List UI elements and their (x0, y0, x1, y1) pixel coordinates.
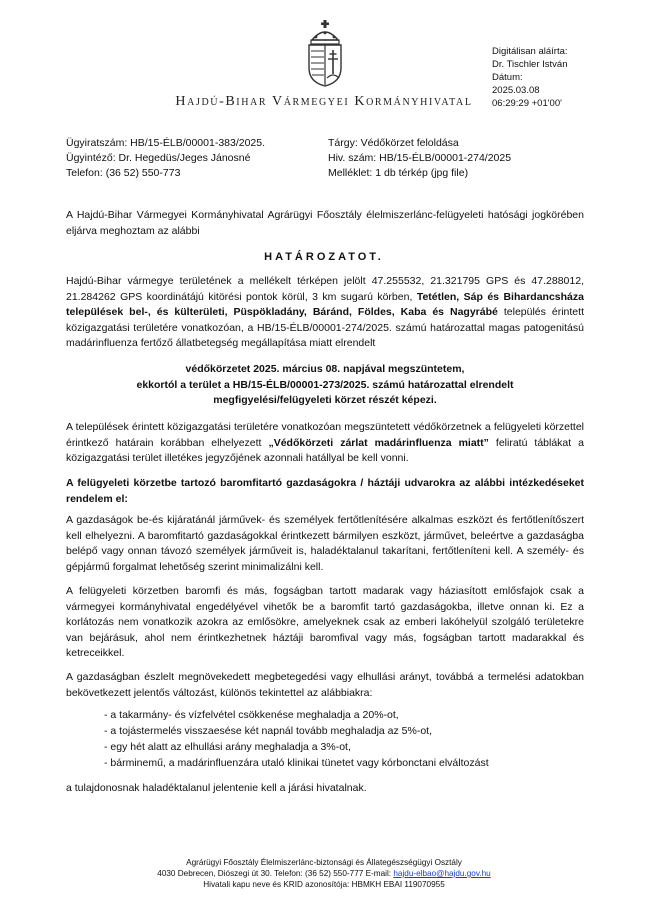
attachment: Melléklet: 1 db térkép (jpg file) (328, 167, 469, 179)
list-item: - a takarmány- és vízfelvétel csökkenése meghaladja a 20%-ot, (104, 709, 399, 721)
digital-signature-block (492, 45, 568, 110)
phone: Telefon: (36 52) 550-773 (66, 167, 181, 179)
case-meta-right (328, 136, 511, 181)
administrator: Ügyintéző: Dr. Hegedüs/Jeges Jánosné (66, 152, 251, 164)
paragraph-owner-duty: a tulajdonosnak haladéktalanul jelentenie kell a járási hivatalnak. (66, 782, 367, 794)
footer-krid: Hivatali kapu neve és KRID azonosítója: HBMKH EBAI 119070955 (203, 880, 445, 889)
signs-text-end: feliratú táblákat a közigazgatási terület illetékes jegyzőjének azonnali hatállyal be kell vonni. (66, 436, 585, 464)
measures-heading: A felügyeleti körzetbe tartozó baromfitartó gazdaságokra / háztáji udvarokra az alábbi intézkedéseket rendelem el: (66, 477, 584, 505)
footer (0, 857, 648, 890)
decision-title: HATÁROZATOT. (264, 251, 384, 263)
settlements-list: Tetétlen, Sáp és Bihardancsháza települések bel-, és külterületi, Püspökladány, Báránd, Földes, Kaba és Nagyrábé (66, 290, 584, 318)
intro-paragraph: A Hajdú-Bihar Vármegyei Kormányhivatal Agrárügyi Főosztály élelmiszerlánc-felügyeleti hatósági jogkörében eljárva meghoztam az alábbi (66, 209, 584, 237)
reporting-criteria-list (104, 707, 489, 771)
case-meta-left (66, 136, 265, 181)
subject: Tárgy: Védőkörzet feloldása (328, 137, 459, 149)
paragraph-disinfection: A gazdaságok be-és kijáratánál járművek- és személyek fertőtlenítésére alkalmas eszközt és fertőtlenítőszert kell elhelyezni. A baromfitartó gazdaságokkal érintkezett bármilyen eszközt, járművet, beleértve a gazdaságba belépő vagy onnan távozó személyek járműveit is, haladéktalanul takarítani, fertőtleníteni kell. A személy- és gépjármű forgalmat lehetőség szerint minimalizálni kell. (66, 514, 584, 573)
list-item: - a tojástermelés visszaesése két napnál tovább meghaladja az 5%-ot, (104, 725, 433, 737)
signature-time: 06:29:29 +01'00' (492, 98, 562, 109)
sign-caption: „Védőkörzeti zárlat madárinfluenza miatt” (268, 436, 489, 449)
decision-line-2: ekkortól a terület a HB/15-ÉLB/00001-273/2025. számú határozattal elrendelt (136, 378, 514, 391)
area-text-end: település érintett közigazgatási területére vonatkozóan, a HB/15-ÉLB/00001-274/2025. számú határozattal magas patogenitású madárinfluenza fertőző állatbetegség megállapítása miatt elrendelt (66, 306, 584, 349)
footer-contact (0, 868, 648, 879)
area-text-start: Hajdú-Bihar vármegye területének a mellékelt térképen jelölt 47.255532, 21.321795 GPS és 47.288012, 21.284262 GPS koordinátájú kitörési pontok körül, 3 km sugarú körben, (66, 275, 584, 303)
signs-text-start: A települések érintett közigazgatási területére vonatkozóan megszüntetett védőkörzetnek a felügyeleti körzettel érintkező határain korábban elhelyezett (66, 421, 584, 449)
signature-date-label: Dátum: (492, 72, 523, 83)
footer-address: 4030 Debrecen, Diószegi út 30. Telefon: (36 52) 550-777 E-mail: (157, 869, 392, 878)
list-item: - bárminemű, a madárinfluenzára utaló klinikai tünetet vagy kórbonctani elváltozást (104, 757, 489, 769)
decision-line-1: védőkörzetet 2025. március 08. napjával megszüntetem, (185, 363, 465, 375)
signer-name: Dr. Tischler István (492, 59, 568, 70)
signature-label: Digitálisan aláírta: (492, 46, 568, 57)
paragraph-area-definition (66, 274, 584, 352)
signature-date: 2025.03.08 (492, 85, 540, 96)
hungarian-coat-of-arms-icon (302, 18, 348, 88)
decision-statement (66, 362, 584, 409)
decision-line-3: megfigyelési/felügyeleti körzet részét képezi. (213, 394, 437, 406)
footer-email-link[interactable]: hajdu-elbao@hajdu.gov.hu (393, 869, 491, 878)
reference-number: Hiv. szám: HB/15-ÉLB/00001-274/2025 (328, 152, 512, 164)
case-number: Ügyiratszám: HB/15-ÉLB/00001-383/2025. (66, 137, 266, 149)
footer-department: Agrárügyi Főosztály Élelmiszerlánc-biztonsági és Állategészségügyi Osztály (186, 858, 462, 867)
office-name: Hajdú-Bihar Vármegyei Kormányhivatal (175, 94, 473, 109)
list-item: - egy hét alatt az elhullási arány meghaladja a 3%-ot, (104, 741, 351, 753)
paragraph-movement-restriction: A felügyeleti körzetben baromfi és más, fogságban tartott madarak vagy háziasított emlősfajok csak a vármegyei kormányhivatal engedélyével vihetők be a baromfit tartó gazdaságokba, illetve onnan ki. Ez a korlátozás nem vonatkozik azokra az emlősökre, amelyeknek csak az emberi lakóhelyül szolgáló területekre van bejárásuk, ahol nem érintkezhetnek háztáji baromfival vagy más, fogságban tartott madarakkal és ketreceikkel. (66, 585, 584, 659)
paragraph-signs (66, 420, 584, 467)
paragraph-reporting: A gazdaságban észlelt megnövekedett megbetegedési vagy elhullási arányt, továbbá a termelési adatokban bekövetkezett jelentős változást, különös tekintettel az alábbiakra: (66, 671, 584, 699)
